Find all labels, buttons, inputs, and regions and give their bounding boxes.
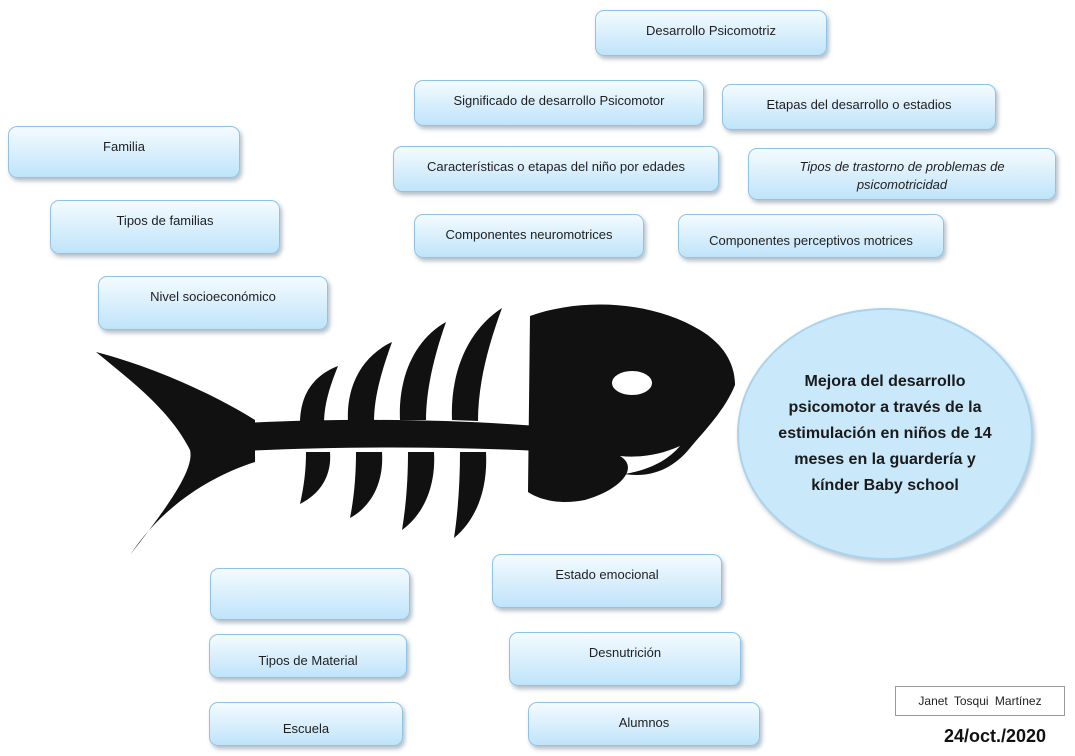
cause-desnutricion: Desnutrición	[509, 632, 741, 686]
problem-text: Mejora del desarrollo psicomotor a través de la estimulación en niños de 14 meses en la guardería y kínder Baby school	[778, 373, 992, 494]
cause-escuela: Escuela	[209, 702, 403, 746]
cause-empty	[210, 568, 410, 620]
cause-alumnos: Alumnos	[528, 702, 760, 746]
date-label: 24/oct./2020	[943, 726, 1047, 746]
fish-head	[528, 304, 735, 502]
fish-rib	[350, 452, 382, 518]
author-box: Janet Tosqui Martínez	[895, 686, 1065, 716]
cause-nivel-socioeconomico: Nivel socioeconómico	[98, 276, 328, 330]
cause-tipos-trastorno: Tipos de trastorno de problemas de psicomotricidad	[748, 148, 1056, 200]
cause-tipos-material: Tipos de Material	[209, 634, 407, 678]
fish-rib	[300, 366, 338, 424]
cause-caracteristicas: Características o etapas del niño por edades	[393, 146, 719, 192]
cause-estado-emocional: Estado emocional	[492, 554, 722, 608]
problem-circle	[737, 308, 1033, 560]
fish-rib	[348, 342, 392, 422]
fish-rib	[400, 322, 446, 420]
cause-componentes-neuromotrices: Componentes neuromotrices	[414, 214, 644, 258]
cause-etapas-desarrollo: Etapas del desarrollo o estadios	[722, 84, 996, 130]
fish-rib	[452, 308, 502, 421]
fish-rib	[402, 452, 434, 530]
cause-familia: Familia	[8, 126, 240, 178]
fish-tail	[96, 352, 255, 555]
fish-eye	[612, 371, 652, 395]
fish-rib	[454, 452, 486, 538]
cause-significado: Significado de desarrollo Psicomotor	[414, 80, 704, 126]
cause-componentes-perceptivos: Componentes perceptivos motrices	[678, 214, 944, 258]
fish-rib	[300, 452, 330, 504]
cause-desarrollo-psicomotriz: Desarrollo Psicomotriz	[595, 10, 827, 56]
fish-spine	[225, 420, 560, 452]
cause-tipos-familias: Tipos de familias	[50, 200, 280, 254]
